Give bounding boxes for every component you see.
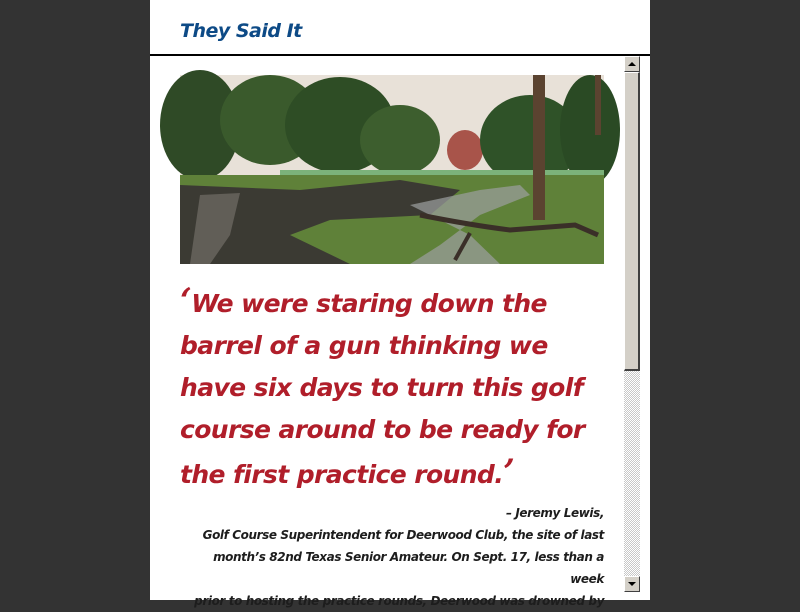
attribution-line: month’s 82nd Texas Senior Amateur. On Sept. 17, less than a week	[213, 550, 604, 586]
arrow-down-icon	[628, 582, 636, 586]
quote-attribution	[180, 502, 604, 612]
attribution-line: prior to hosting the practice rounds, Deerwood was drowned by	[194, 594, 604, 608]
attribution-name: – Jeremy Lewis,	[505, 506, 604, 520]
close-quote-mark: ’	[503, 452, 515, 492]
vertical-scrollbar[interactable]	[624, 56, 640, 590]
they-said-it-panel	[150, 0, 650, 608]
scrollbar-thumb[interactable]	[624, 72, 640, 371]
arrow-up-icon	[628, 62, 636, 66]
photo-illustration	[180, 75, 604, 264]
open-quote-mark: ‘	[180, 281, 192, 321]
flooded-course-photo	[180, 75, 604, 264]
scroll-up-button[interactable]	[624, 56, 640, 72]
panel-title: They Said It	[180, 20, 302, 42]
scroll-content	[150, 56, 650, 608]
pull-quote	[180, 280, 604, 496]
quote-text: We were staring down the barrel of a gun thinking we have six days to turn this golf course around to be ready for the first practice round.	[180, 289, 585, 489]
attribution-line: Golf Course Superintendent for Deerwood Club, the site of last	[202, 528, 604, 542]
scroll-down-button[interactable]	[624, 576, 640, 592]
